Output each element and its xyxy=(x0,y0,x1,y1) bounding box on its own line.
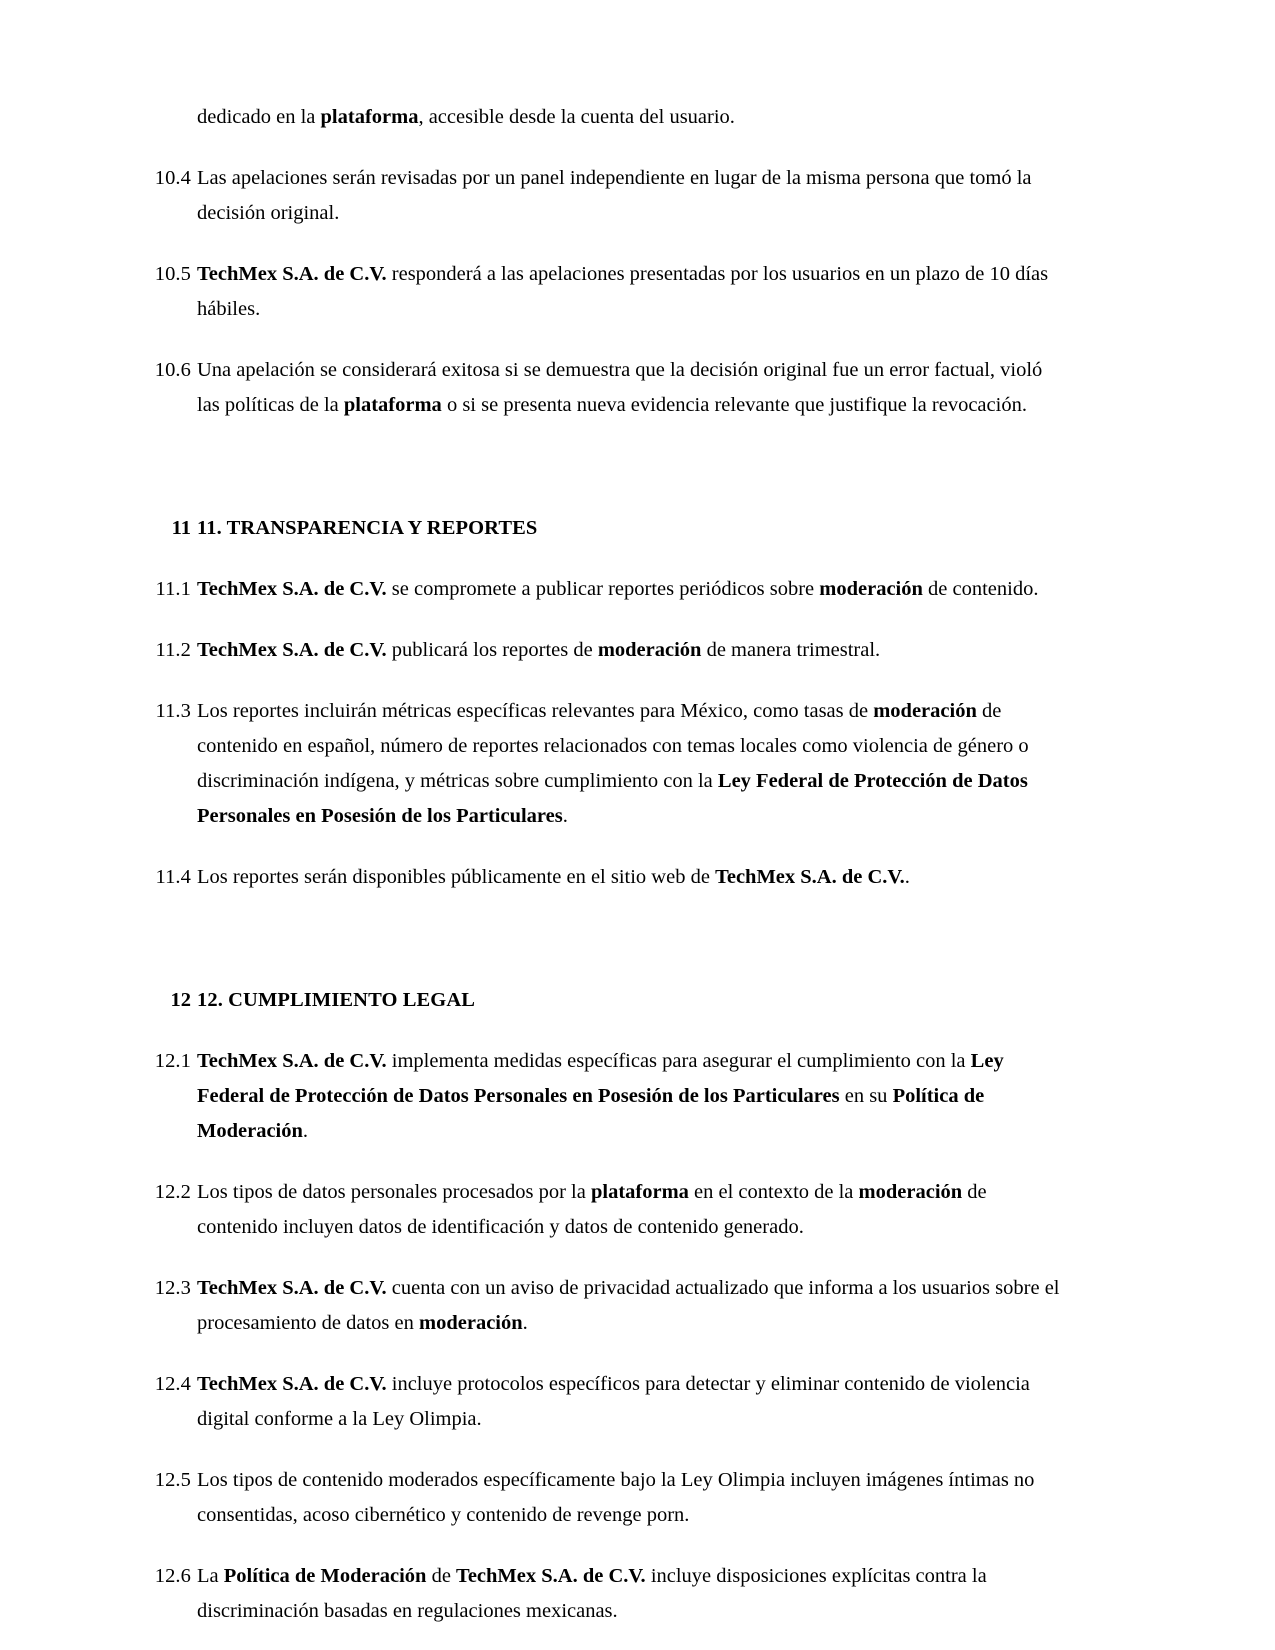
emphasis-term: Política de Moderación xyxy=(197,1085,985,1142)
emphasis-term: moderación xyxy=(819,578,923,600)
clause-number: 12.2 xyxy=(154,1181,191,1203)
body-text-run: de contenido. xyxy=(922,578,1039,600)
clause-11-4 xyxy=(136,860,1070,895)
clause-text xyxy=(197,1271,1070,1341)
emphasis-term: TechMex S.A. de C.V. xyxy=(197,1373,387,1395)
clause-number: 12.3 xyxy=(154,1277,191,1299)
body-text-run: . xyxy=(904,866,910,888)
section-heading-number: 11 xyxy=(171,517,191,539)
body-text-run: en el contexto de la xyxy=(688,1181,859,1203)
emphasis-term: plataforma xyxy=(590,1181,689,1203)
emphasis-term: Ley Federal de Protección de Datos Personales en Posesión de los Particulares xyxy=(197,1050,1004,1107)
clause-11-1 xyxy=(136,572,1070,607)
emphasis-term: moderación xyxy=(597,639,702,661)
clause-number: 11.3 xyxy=(155,700,191,722)
clause-text xyxy=(197,161,1070,231)
clause-number: 10.4 xyxy=(154,167,191,189)
body-text-run: en su xyxy=(839,1085,893,1107)
body-text-run: Una apelación se considerará exitosa si se demuestra que la decisión original fue un error factual, violó las políticas de la xyxy=(197,359,1043,416)
clause-number: 12.4 xyxy=(154,1373,191,1395)
body-text-run: publicará los reportes de xyxy=(386,639,598,661)
body-text-run: responderá a las apelaciones presentadas por los usuarios en un plazo de 10 días hábiles. xyxy=(197,263,1049,320)
clause-number: 12.5 xyxy=(154,1469,191,1491)
body-text-run: de contenido en español, número de reportes relacionados con temas locales como violencia de género o discriminación indígena, y métricas sobre cumplimiento con la xyxy=(197,700,1029,792)
body-text-run: , accesible desde la cuenta del usuario. xyxy=(418,106,735,128)
section-heading-title: 11. TRANSPARENCIA Y REPORTES xyxy=(197,517,538,539)
body-text-run: incluye protocolos específicos para detectar y eliminar contenido de violencia digital conforme a la Ley Olimpia. xyxy=(197,1373,1030,1430)
body-text-run: implementa medidas específicas para asegurar el cumplimiento con la xyxy=(386,1050,971,1072)
clause-12-4 xyxy=(136,1367,1070,1437)
clause-text xyxy=(197,860,1070,895)
section-heading-title: 12. CUMPLIMIENTO LEGAL xyxy=(197,989,476,1011)
clause-number: 10.5 xyxy=(154,263,191,285)
clause-number: 11.1 xyxy=(155,578,191,600)
clause-number: 12.1 xyxy=(154,1050,191,1072)
clause-text xyxy=(197,572,1070,607)
emphasis-term: TechMex S.A. de C.V. xyxy=(197,263,387,285)
clause-number: 10.6 xyxy=(154,359,191,381)
clause-11-3 xyxy=(136,694,1070,834)
clause-text xyxy=(197,1559,1070,1629)
body-text-run: o si se presenta nueva evidencia relevante que justifique la revocación. xyxy=(441,394,1027,416)
emphasis-term: TechMex S.A. de C.V. xyxy=(197,1050,387,1072)
body-text-run: de manera trimestral. xyxy=(701,639,881,661)
clause-12-1 xyxy=(136,1044,1070,1149)
body-text-run: de xyxy=(426,1565,457,1587)
clause-text xyxy=(197,100,1070,135)
emphasis-term: TechMex S.A. de C.V. xyxy=(197,1277,387,1299)
clause-number: 12.6 xyxy=(154,1565,191,1587)
clause-text xyxy=(197,694,1070,834)
clause-10-5 xyxy=(136,257,1070,327)
clause-12-2 xyxy=(136,1175,1070,1245)
document-body xyxy=(136,100,1070,1629)
clause-text xyxy=(197,1367,1070,1437)
clause-12-3 xyxy=(136,1271,1070,1341)
clause-number: 11.2 xyxy=(155,639,191,661)
body-text-run: . xyxy=(522,1312,528,1334)
body-text-run: . xyxy=(302,1120,309,1142)
clause-text xyxy=(197,353,1070,423)
body-text-run: Los tipos de datos personales procesados por la xyxy=(197,1181,591,1203)
emphasis-term: plataforma xyxy=(343,394,442,416)
emphasis-term: plataforma xyxy=(320,106,419,128)
body-text-run: La xyxy=(197,1565,224,1587)
emphasis-term: TechMex S.A. de C.V. xyxy=(197,639,387,661)
body-text-run: . xyxy=(562,805,568,827)
body-text-run: cuenta con un aviso de privacidad actualizado que informa a los usuarios sobre el procesamiento de datos en xyxy=(197,1277,1060,1334)
emphasis-term: Ley Federal de Protección de Datos Personales en Posesión de los Particulares xyxy=(197,770,1028,827)
body-text-run: dedicado en la xyxy=(197,106,321,128)
emphasis-term: Política de Moderación xyxy=(223,1565,427,1587)
clause-10-3-continuation xyxy=(136,100,1070,135)
section-heading-12 xyxy=(136,983,1070,1018)
clause-11-2 xyxy=(136,633,1070,668)
heading-spacer xyxy=(136,921,1070,983)
section-heading-number: 12 xyxy=(170,989,191,1011)
clause-text xyxy=(197,1463,1070,1533)
clause-10-6 xyxy=(136,353,1070,423)
emphasis-term: TechMex S.A. de C.V. xyxy=(456,1565,646,1587)
emphasis-term: moderación xyxy=(873,700,977,722)
clause-number: 11.4 xyxy=(155,866,191,888)
body-text-run: se compromete a publicar reportes periódicos sobre xyxy=(386,578,820,600)
body-text-run: de contenido incluyen datos de identificación y datos de contenido generado. xyxy=(197,1181,987,1238)
body-text-run: Las apelaciones serán revisadas por un panel independiente en lugar de la misma persona que tomó la decisión original. xyxy=(197,167,1032,224)
body-text-run: incluye disposiciones explícitas contra la discriminación basadas en regulaciones mexicanas. xyxy=(197,1565,987,1622)
body-text-run: Los tipos de contenido moderados específicamente bajo la Ley Olimpia incluyen imágenes íntimas no consentidas, acoso cibernético y contenido de revenge porn. xyxy=(197,1469,1035,1526)
clause-text xyxy=(197,257,1070,327)
clause-12-6 xyxy=(136,1559,1070,1629)
emphasis-term: TechMex S.A. de C.V. xyxy=(197,578,387,600)
emphasis-term: moderación xyxy=(419,1312,523,1334)
heading-spacer xyxy=(136,449,1070,511)
clause-12-5 xyxy=(136,1463,1070,1533)
clause-text xyxy=(197,633,1070,668)
clause-10-4 xyxy=(136,161,1070,231)
emphasis-term: moderación xyxy=(858,1181,963,1203)
emphasis-term: TechMex S.A. de C.V. xyxy=(715,866,905,888)
body-text-run: Los reportes serán disponibles públicamente en el sitio web de xyxy=(197,866,716,888)
body-text-run: Los reportes incluirán métricas específicas relevantes para México, como tasas de xyxy=(197,700,874,722)
section-heading-11 xyxy=(136,511,1070,546)
clause-text xyxy=(197,1044,1070,1149)
clause-text xyxy=(197,1175,1070,1245)
